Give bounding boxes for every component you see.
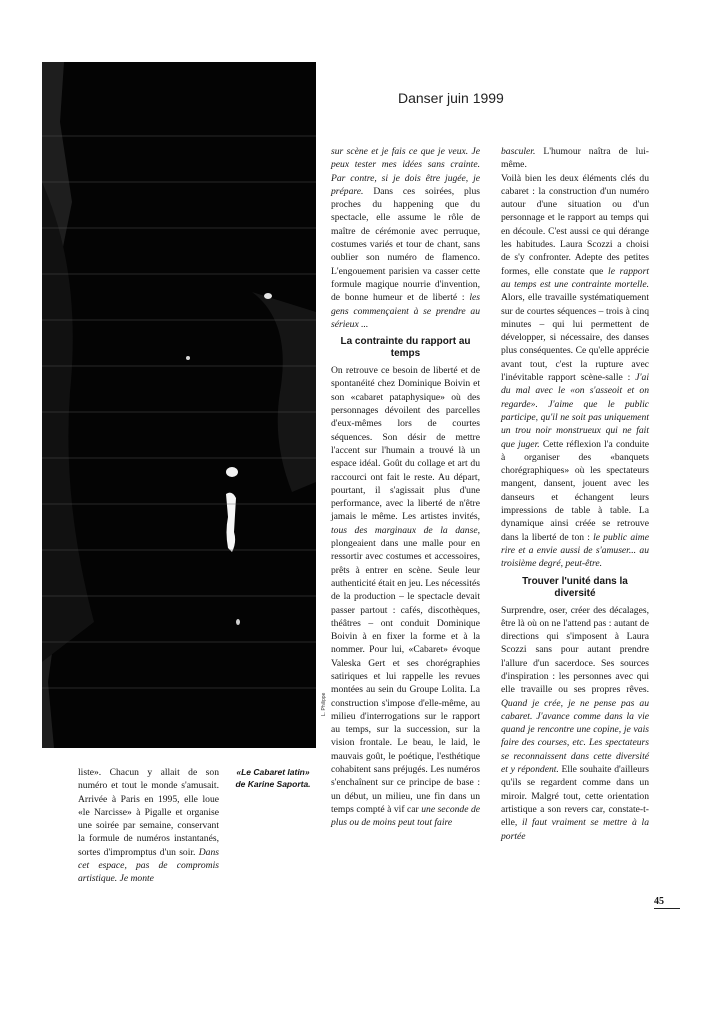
paragraph-text: Voilà bien les deux éléments clés du cabaret : la construction d'un numéro autour d'une situation ou d'un personnage et le rapport au temps qui en découle. C'est aussi ce qui dérange les habitudes. Laura Scozzi a choisi de s'y confronter. Adepte des petites formes, elle constate que (501, 172, 649, 277)
text-column-2 (331, 145, 480, 830)
paragraph-text: On retrouve ce besoin de liberté et de spontanéité chez Dominique Boivin et son «cabaret pataphysique» où des personnages dévoilent des parcelles d'eux-mêmes lors de courtes séquences. Son désir de mettre l'accent sur l'humain a trouvé là un espace idéal. Goût du collage et art du raccourci ont fait le reste. Au départ, pourtant, il s'agissait plus d'une performance, avec la liberté de n'être jamais le même. Les artistes invités, (331, 365, 480, 523)
paragraph-text: plongeaient dans une malle pour en ressortir avec costumes et accessoires, prêts à entrer en scène. Seule leur authenticité était en jeu. Les nécessités de la production – le spectacle devait passer partout : cafés, discothèques, théâtres – ont conduit Dominique Boivin à en fixer la forme et à la nommer. Pour lui, «Cabaret» évoque Valeska Gert et ses chorégraphies satiriques et lui rappelle les revues montées au sein du Groupe Lolita. La construction s'impose d'elle-même, au milieu d'interrogations sur le rapport au temps, sur la succession, sur la vision frontale. Le beau, le laid, le mauvais goût, le poétique, l'esthétique cohabitent sans préjugés. Les numéros s'enchaînent sur ce principe de base : un début, un milieu, une fin dans un temps compté à vif car (331, 538, 480, 815)
paragraph (78, 766, 219, 886)
italic-quote: basculer. (501, 146, 536, 157)
stage-photo (42, 62, 316, 748)
page-header: Danser juin 1999 (398, 90, 504, 106)
italic-quote: tous des marginaux de la danse, (331, 524, 480, 536)
page-number: 45 (654, 896, 680, 909)
caption-title: «Le Cabaret latin» (236, 767, 310, 777)
paragraph-text: Alors, elle travaille systématiquement sur de courtes séquences – trois à cinq minutes – qui lui permettent de développer, si nécessaire, des danses plus conséquentes. Ce qu'elle apprécie avant tout, c'est la rupture avec l'inévitable rapport scène-salle : (501, 292, 649, 384)
italic-quote: le public aime rire et a envie aussi de s'amuser... au troisième degré, peut-être. (501, 531, 649, 570)
text-column-1 (78, 766, 219, 886)
paragraph (501, 172, 649, 571)
text-column-3 (501, 145, 649, 843)
italic-quote: le rapport au temps est une contrainte mortelle. (501, 265, 649, 290)
paragraph (331, 364, 480, 829)
paragraph (501, 145, 649, 172)
photo-caption (230, 766, 316, 790)
italic-quote: J'ai du mal avec le «on s'asseoit et on regarde». J'aime que le public participe, qu'il ne soit pas uniquement un trou noir monstrueux qui ne fait que juger. (501, 372, 649, 450)
paragraph (331, 145, 480, 331)
section-heading: La contrainte du rapport au temps (340, 336, 471, 360)
italic-quote: une seconde de plus ou de moins peut tout faire (331, 803, 481, 829)
photo-image (42, 62, 316, 748)
italic-quote: Quand je crée, je ne pense pas au cabaret. J'avance comme dans la vie quand je rencontre une copine, je vais faire des courses, etc. Les spectateurs se reconnaissent dans cette diversité et y répondent. (501, 697, 649, 776)
italic-quote: il faut vraiment se mettre à la portée (501, 817, 649, 842)
photo-credit: L. Philippe (321, 692, 327, 716)
paragraph-text: Elle souhaite d'ailleurs qu'ils se regardent comme dans un miroir. Malgré tout, cette orientation artistique a son revers car, constate-t-elle, (501, 764, 649, 829)
italic-quote: sur scène et je fais ce que je veux. Je peux tester mes idées sans crainte. Par contre, si je dois être jugée, je prépare. (331, 146, 480, 197)
paragraph-text: L'humour naîtra de lui-même. (501, 146, 649, 171)
paragraph-text: Surprendre, oser, créer des décalages, être là où on ne l'attend pas : autant de directions qui s'imposent à Laura Scozzi sans pour autant prendre l'allure d'un sacerdoce. Ses sources d'inspiration : les personnes avec qui elle travaille ou ses propres rêves. (501, 604, 649, 696)
italic-quote: Dans cet espace, pas de compromis artistique. Je monte (78, 846, 219, 885)
caption-author: de Karine Saporta. (235, 779, 311, 789)
section-heading: Trouver l'unité dans la diversité (522, 575, 628, 599)
paragraph (501, 604, 649, 843)
paragraph-text: Cette réflexion l'a conduite à organiser des «banquets chorégraphiques» où les spectateurs mangent, dansent, jouent avec les danseurs et échangent leurs impressions de table à table. La dynamique ainsi créée se retrouve dans la liberté de ton : (501, 438, 649, 543)
italic-quote: les gens commençaient à se prendre au sérieux ... (331, 292, 480, 330)
paragraph-text: liste». Chacun y allait de son numéro et tout le monde s'amusait. Arrivée à Paris en 1995, elle loue «le Narcisse» à Pigalle et organise une soirée par semaine, conservant la formule de numéros instantanés, sortes d'impromptus d'un soir. (78, 767, 219, 858)
paragraph-text: Dans ces soirées, plus proches du happening que du spectacle, elle assume le rôle de maître de cérémonie avec perruque, costumes variés et tour de chant, sans oublier son numéro de flamenco. L'engouement parisien va casser cette formule magique nourrie d'invention, de bonne humeur et de liberté : (331, 185, 480, 304)
